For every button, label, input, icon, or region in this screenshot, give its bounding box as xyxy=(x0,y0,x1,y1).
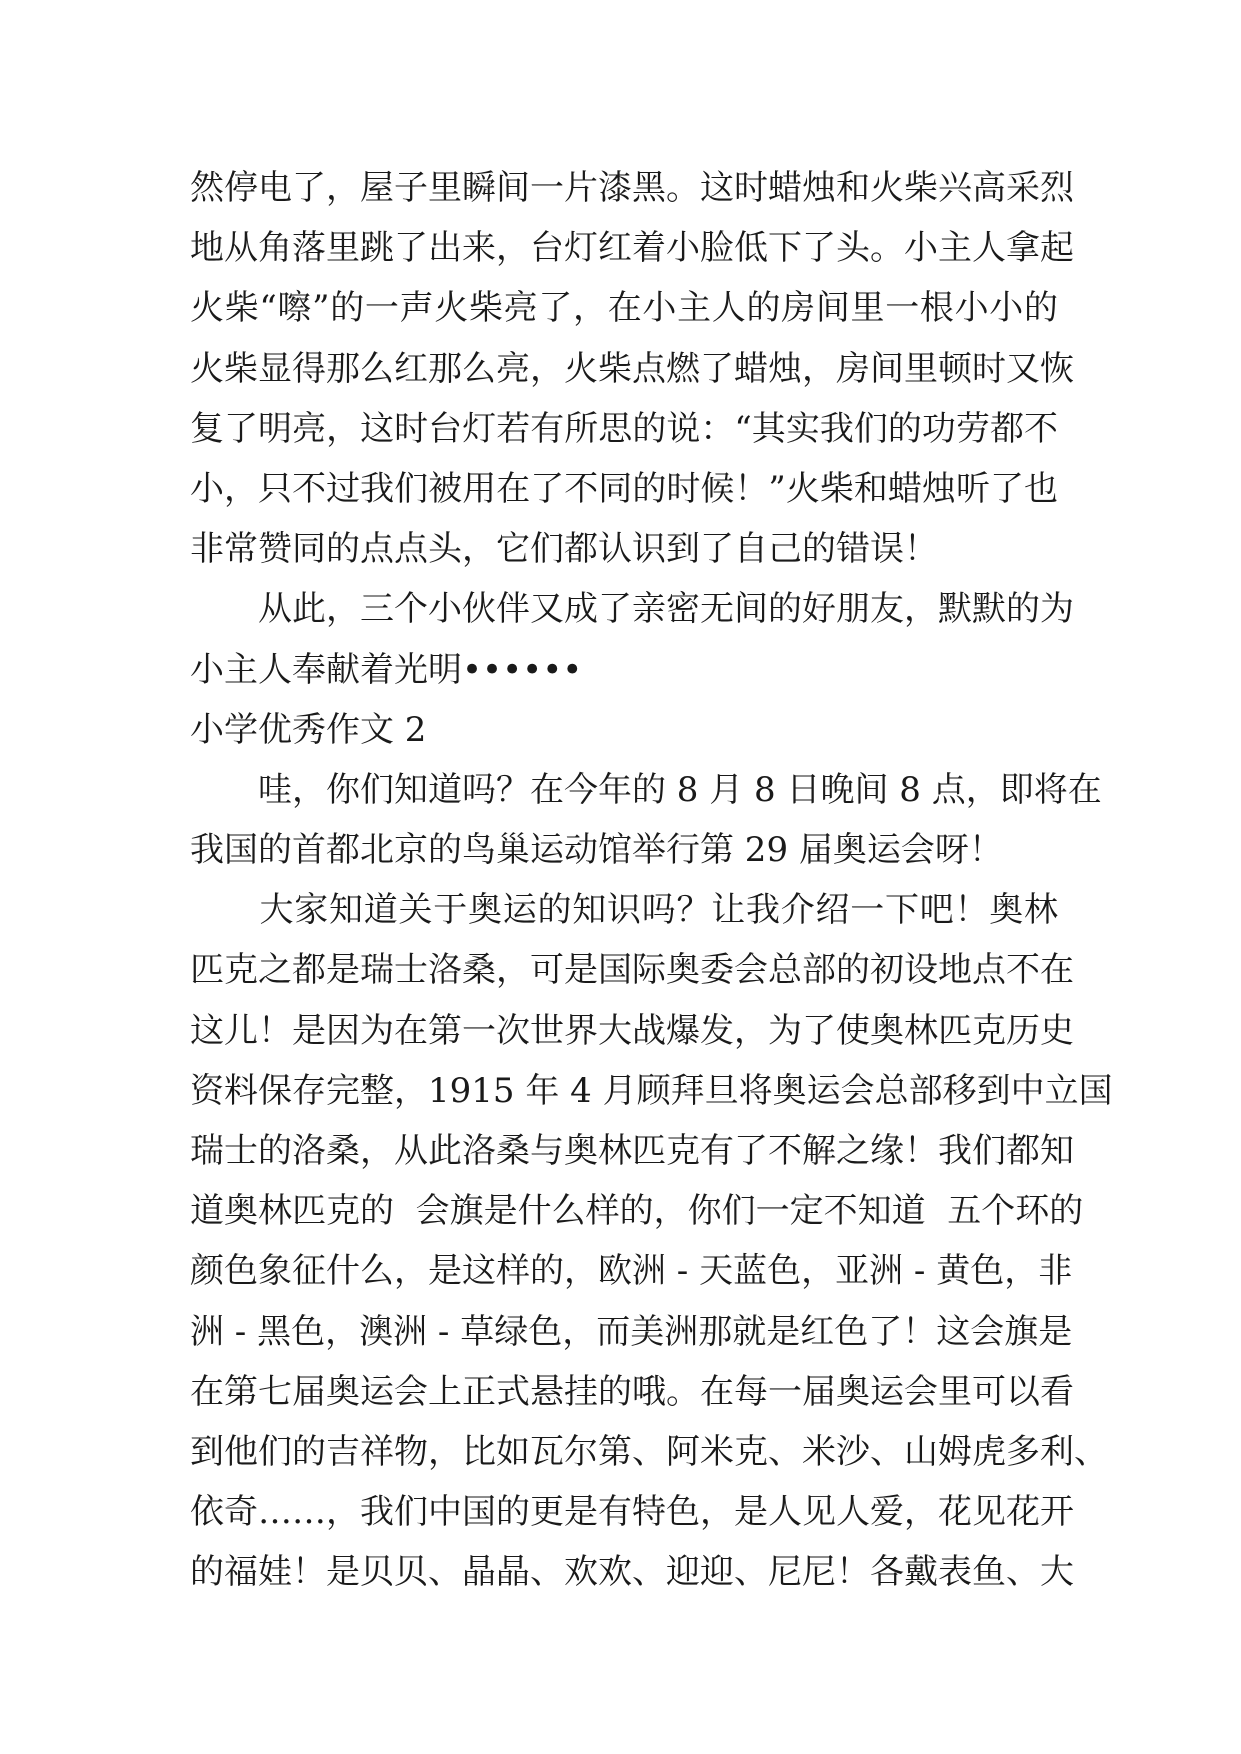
text-line: 非常赞同的点点头，它们都认识到了自己的错误！ xyxy=(190,529,938,570)
text-line: 瑞士的洛桑，从此洛桑与奥林匹克有了不解之缘！我们都知 xyxy=(190,1131,1074,1171)
text-line: 小，只不过我们被用在了不同的时候！”火柴和蜡烛听了也 xyxy=(190,468,1058,509)
text-line: 从此，三个小伙伴又成了亲密无间的好朋友，默默的为 xyxy=(190,589,1074,630)
text-line: 然停电了，屋子里瞬间一片漆黑。这时蜡烛和火柴兴高采烈 xyxy=(190,168,1074,208)
text-line: 颜色象征什么，是这样的，欧洲 - 天蓝色，亚洲 - 黄色，非 xyxy=(190,1251,1073,1292)
text-line: 小主人奉献着光明•••••• xyxy=(190,649,583,690)
text-line: 哇，你们知道吗？在今年的 8 月 8 日晚间 8 点，即将在 xyxy=(190,769,1102,810)
text-line: 大家知道关于奥运的知识吗？让我介绍一下吧！奥林 xyxy=(190,890,1058,931)
text-line: 依奇……，我们中国的更是有特色，是人见人爱，花见花开 xyxy=(190,1492,1074,1533)
text-line: 在第七届奥运会上正式悬挂的哦。在每一届奥运会里可以看 xyxy=(190,1371,1074,1412)
text-line: 资料保存完整，1915 年 4 月顾拜旦将奥运会总部移到中立国 xyxy=(190,1070,1113,1111)
text-line: 地从角落里跳了出来，台灯红着小脸低下了头。小主人拿起 xyxy=(190,228,1074,269)
text-line: 我国的首都北京的鸟巢运动馆举行第 29 届奥运会呀！ xyxy=(190,830,1003,871)
text-line: 匹克之都是瑞士洛桑，可是国际奥委会总部的初设地点不在 xyxy=(190,950,1074,991)
text-line: 这儿！是因为在第一次世界大战爆发，为了使奥林匹克历史 xyxy=(190,1010,1074,1051)
text-line: 道奥林匹克的 会旗是什么样的，你们一定不知道 五个环的 xyxy=(190,1191,1084,1232)
text-line: 到他们的吉祥物，比如瓦尔第、阿米克、米沙、山姆虎多利、 xyxy=(190,1431,1108,1472)
document-body xyxy=(190,158,1113,1603)
text-line: 小学优秀作文 2 xyxy=(190,709,427,750)
text-line: 洲 - 黑色，澳洲 - 草绿色，而美洲那就是红色了！这会旗是 xyxy=(190,1311,1073,1352)
text-line: 火柴显得那么红那么亮，火柴点燃了蜡烛，房间里顿时又恢 xyxy=(190,348,1074,389)
text-line: 火柴“嚓”的一声火柴亮了，在小主人的房间里一根小小的 xyxy=(190,288,1058,329)
text-line: 的福娃！是贝贝、晶晶、欢欢、迎迎、尼尼！各戴表鱼、大 xyxy=(190,1552,1074,1593)
text-line: 复了明亮，这时台灯若有所思的说：“其实我们的功劳都不 xyxy=(190,408,1058,449)
